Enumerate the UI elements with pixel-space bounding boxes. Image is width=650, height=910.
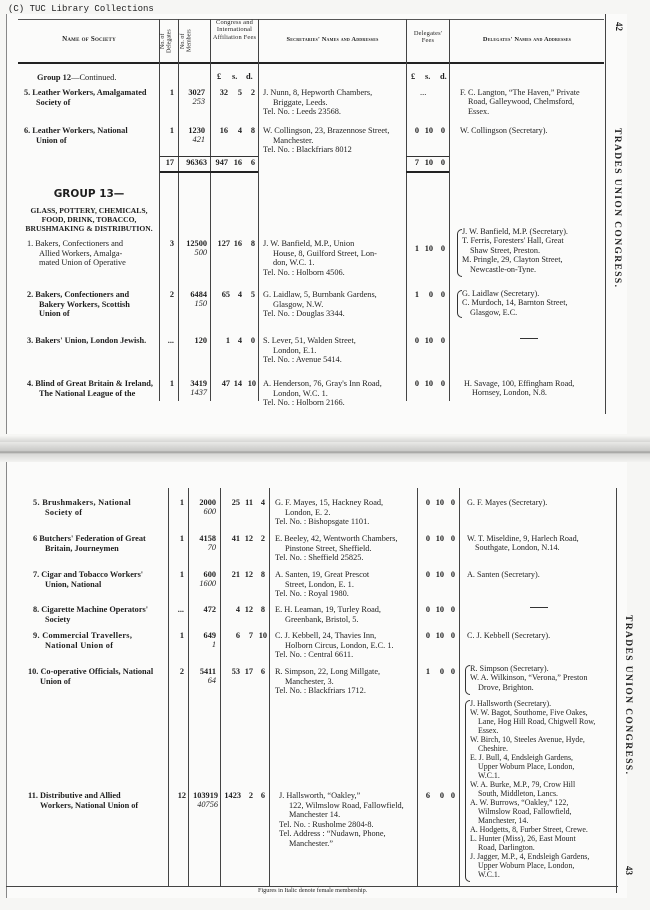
currency-s: s. [425,72,431,81]
page-fold [0,442,650,462]
delegates-list: J. W. Banfield, M.P. (Secretary). T. Ferris, Foresters' Hall, Great Shaw Street, Preston. M. Pringle, 29, Clayton Street, Newcastle-on-Tyne. [462,227,568,274]
currency-l: £ [217,72,222,81]
members-count: 600 [203,570,216,579]
fee-pence: 4 [260,498,265,507]
currency-l: £ [411,72,416,81]
society-name: 11. Distributive and Allied Workers, National Union of [28,791,139,810]
col-divider [417,488,418,886]
delegates-count: 1 [169,88,174,97]
col-divider [220,488,221,886]
delegates-count: 1 [179,534,184,543]
delegate-fee-shillings: 10 [424,336,433,345]
delegate-fee-pounds: 0 [414,336,419,345]
delegate-fee-pounds: 1 [414,244,419,253]
watermark: (C) TUC Library Collections [8,4,154,14]
col-header-delegates-names: Delegates' Names and Addresses [482,36,572,43]
total-delegate-fee-pounds: 7 [414,158,419,167]
delegate-fee-pounds: 0 [425,534,430,543]
delegates-list: W. Collingson (Secretary). [460,126,548,135]
female-members: 70 [207,543,216,552]
female-members: 64 [207,676,216,685]
delegates-list: C. J. Kebbell (Secretary). [467,631,551,640]
no-delegate-dash [520,338,538,339]
delegate-fee-shillings: 10 [435,498,444,507]
society-name: 3. Bakers' Union, London Jewish. [27,336,147,345]
footnote: Figures in Italic denote female membership. [258,887,368,894]
fee-pence: 10 [247,379,256,388]
delegates-count: 1 [169,379,174,388]
col-divider [258,19,259,401]
delegate-fee-pounds: 0 [425,631,430,640]
delegate-fee-shillings: 10 [435,605,444,614]
currency-s: s. [232,72,238,81]
secretary-address: C. J. Kebbell, 24, Thavies Inn, Holborn Circus, London, E.C. 1. Tel. No. : Central 6611. [275,631,394,660]
delegates-count: ... [177,605,184,614]
fee-pence: 0 [250,336,255,345]
fee-pounds: 1 [225,336,230,345]
secretary-address: A. Henderson, 76, Gray's Inn Road, London, W.C. 1. Tel. No. : Holborn 2166. [263,379,382,408]
fee-pence: 8 [250,239,255,248]
delegates-list: H. Savage, 100, Effingham Road, Hornsey, London, N.8. [464,379,575,398]
society-name: 6 Butchers' Federation of Great Britain, Journeymen [33,534,146,553]
col-header-members: No. of Members [180,29,193,53]
col-header-society: Name of Society [62,35,116,43]
delegates-count: 3 [169,239,174,248]
total-fee-shillings: 16 [233,158,242,167]
secretary-address: R. Simpson, 22, Long Millgate, Manchester, 3. Tel. No. : Blackfriars 1712. [275,667,381,696]
secretary-address: A. Santen, 19, Great Prescot Street, London, E. 1. Tel. No. : Royal 1980. [275,570,370,599]
delegates-list: A. Santen (Secretary). [467,570,540,579]
society-name: 10. Co-operative Officials, National Union of [28,667,154,686]
col-divider [449,19,450,401]
society-name: 5. Brushmakers, National Society of [33,498,132,517]
delegates-count: ... [167,336,174,345]
members-count: 120 [194,336,207,345]
fee-shillings: 4 [237,336,242,345]
delegate-fee-shillings: 10 [435,570,444,579]
totals-rule [160,156,258,157]
female-members: 253 [192,97,205,106]
margin-rule [616,488,617,893]
delegate-fee-shillings: 0 [439,667,444,676]
society-name: 6. Leather Workers, National Union of [24,126,128,145]
female-members: 1437 [190,388,207,397]
members-count: 103919 [193,791,218,800]
society-name: 4. Blind of Great Britain & Ireland, The National League of the [27,379,153,398]
currency-d: d. [440,72,447,81]
members-count: 3419 [190,379,207,388]
secretary-address: J. W. Banfield, M.P., Union House, 8, Guilford Street, Lon- don, W.C. 1. Tel. No. : Holborn 4506. [263,239,377,277]
total-delegate-fee-shillings: 10 [424,158,433,167]
fee-pounds: 32 [219,88,228,97]
members-count: 5411 [199,667,216,676]
delegate-fee-pence: 0 [440,290,445,299]
fee-shillings: 16 [233,239,242,248]
fee-pence: 6 [260,667,265,676]
running-title-bottom: TRADES UNION CONGRESS. [623,615,633,776]
members-count: 3027 [188,88,205,97]
fee-pence: 8 [250,126,255,135]
delegates-list: G. Laidlaw (Secretary). C. Murdoch, 14, Barnton Street, Glasgow, E.C. [462,289,568,317]
secretary-address: J. Nunn, 8, Hepworth Chambers, Briggate, Leeds. Tel. No. : Leeds 23568. [263,88,373,117]
fee-pence: 2 [250,88,255,97]
society-name: 2. Bakers, Confectioners and Bakery Workers, Scottish Union of [27,290,130,319]
delegates-list: F. C. Langton, “The Haven,” Private Road, Galleywood, Chelmsford, Essex. [460,88,580,116]
fee-pounds: 16 [219,126,228,135]
members-count: 649 [203,631,216,640]
fee-pounds: 1423 [224,791,241,800]
delegates-list: R. Simpson (Secretary). W. A. Wilkinson, “Verona,” Preston Drove, Brighton. [470,664,588,692]
delegate-fee-shillings: 0 [428,290,433,299]
margin-rule [605,14,606,414]
fee-shillings: 2 [248,791,253,800]
total-delegates: 17 [165,158,174,167]
fee-shillings: 4 [237,290,242,299]
page-number-top: 42 [614,22,624,31]
group-12-heading [37,73,116,83]
currency-d: d. [246,72,253,81]
fee-shillings: 4 [237,126,242,135]
delegates-list: J. Hallsworth (Secretary). W. W. Bagot, Southome, Five Oakes, Lane, Hog Hill Road, Chigwell Row, Essex. W. Birch, 10, Steeles Avenue, Hyde, Cheshire. E. J. Bull, 4, Endsleigh Gardens, Upper Woburn Place, London, W.C.1. W. A. Burke, M.P., 79, Crow Hill South, Middleton, Lancs. A. W. Burrows, “Oakley,” 122, Wilmslow Road, Fallowfield, Manchester, 14. A. Hodgetts, 8, Furber Street, Crewe. L. Hunter (Miss), 26, East Mount Road, Darlington. J. Jagger, M.P., 4, Endsleigh Gardens, Upper Woburn Place, London, W.C.1. [470,699,596,879]
fee-pounds: 41 [231,534,240,543]
col-divider [406,19,407,401]
secretary-address: G. Laidlaw, 5, Burnbank Gardens, Glasgow, N.W. Tel. No. : Douglas 3344. [263,290,377,319]
delegate-fee-pence: 0 [450,605,455,614]
fee-pence: 2 [260,534,265,543]
fee-pounds: 127 [217,239,230,248]
female-members: 600 [203,507,216,516]
totals-double-rule [406,171,449,173]
female-members: 1600 [199,579,216,588]
no-delegate-dash [530,607,548,608]
delegate-fee-pence: 0 [450,534,455,543]
col-divider [459,488,460,886]
delegate-fee-pence: 0 [440,336,445,345]
delegates-list: G. F. Mayes (Secretary). [467,498,548,507]
delegate-fee: ... [420,88,427,97]
fee-shillings: 12 [244,570,253,579]
delegate-fee-shillings: 10 [435,534,444,543]
delegates-list: W. T. Miseldine, 9, Harlech Road, Southgate, London, N.14. [467,534,579,553]
col-header-delegates-fees: Delegates' Fees [413,30,443,45]
fee-pounds: 4 [235,605,240,614]
delegate-fee-shillings: 0 [439,791,444,800]
fee-pounds: 53 [231,667,240,676]
col-header-secretaries: Secretaries' Names and Addresses [286,36,379,43]
delegate-fee-pence: 0 [450,498,455,507]
members-count: 472 [203,605,216,614]
header-top-rule [18,19,604,20]
delegates-count: 1 [179,570,184,579]
secretary-address: E. H. Leaman, 19, Turley Road, Greenbank, Bristol, 5. [275,605,382,624]
female-members: 1 [211,640,216,649]
female-members: 40756 [197,800,218,809]
delegate-fee-shillings: 10 [424,244,433,253]
members-count: 6484 [190,290,207,299]
delegates-count: 1 [169,126,174,135]
delegate-fee-pence: 0 [440,244,445,253]
totals-double-rule [160,171,258,173]
total-delegate-fee-pence: 0 [440,158,445,167]
secretary-address: W. Collingson, 23, Brazennose Street, Manchester. Tel. No. : Blackfriars 8012 [263,126,390,155]
delegate-fee-pounds: 0 [414,126,419,135]
col-divider [188,488,189,886]
delegate-fee-pence: 0 [450,667,455,676]
delegate-fee-pence: 0 [450,570,455,579]
col-header-fees: Congress and International Affiliation Fees [212,19,257,41]
delegates-count: 1 [179,498,184,507]
total-members: 96363 [186,158,207,167]
fee-pounds: 65 [221,290,230,299]
secretary-address: S. Lever, 51, Walden Street, London, E.1. Tel. No. : Avenue 5414. [263,336,356,365]
page-number-bottom: 43 [624,866,634,875]
group-13-subtitle: GLASS, POTTERY, CHEMICALS, FOOD, DRINK, TOBACCO, BRUSHMAKING & DISTRIBUTION. [25,206,153,233]
delegate-fee-pounds: 1 [425,667,430,676]
delegate-fee-pounds: 6 [425,791,430,800]
totals-rule [406,156,449,157]
delegate-fee-pence: 0 [450,791,455,800]
members-count: 1230 [188,126,205,135]
fee-pounds: 47 [221,379,230,388]
members-count: 12500 [186,239,207,248]
col-divider [168,488,169,886]
society-name: 9. Commercial Travellers, National Union of [33,631,133,650]
members-count: 4158 [199,534,216,543]
fee-shillings: 7 [248,631,253,640]
fee-pounds: 6 [235,631,240,640]
group-12-suffix: —Continued. [71,73,117,82]
delegate-fee-pounds: 1 [414,290,419,299]
delegate-fee-shillings: 10 [424,126,433,135]
delegate-fee-shillings: 10 [435,631,444,640]
delegates-count: 2 [179,667,184,676]
fee-pence: 10 [258,631,267,640]
delegates-count: 1 [179,631,184,640]
delegate-fee-pence: 0 [440,379,445,388]
delegate-fee-pounds: 0 [414,379,419,388]
fee-shillings: 12 [244,534,253,543]
female-members: 421 [192,135,205,144]
fee-shillings: 17 [244,667,253,676]
col-divider [210,19,211,401]
fee-pence: 5 [250,290,255,299]
delegates-count: 2 [169,290,174,299]
society-name: 1. Bakers, Confectioners and Allied Workers, Amalga- mated Union of Operative [27,239,126,268]
header-bottom-rule [18,62,604,64]
society-name: 7. Cigar and Tobacco Workers' Union, National [33,570,144,589]
col-header-delegates: No. of Delegates [160,29,173,53]
group-12-title: Group 12 [37,73,72,82]
fee-shillings: 14 [233,379,242,388]
secretary-address: E. Beeley, 42, Wentworth Chambers, Pinstone Street, Sheffield. Tel. No. : Sheffield 25825. [275,534,398,563]
group-13-title: GROUP 13— [53,188,125,200]
fee-pence: 8 [260,605,265,614]
society-name: 8. Cigarette Machine Operators' Society [33,605,149,624]
delegate-fee-pounds: 0 [425,570,430,579]
total-fee-pence: 6 [250,158,255,167]
col-divider [269,488,270,886]
fee-shillings: 11 [245,498,253,507]
col-divider [178,19,179,401]
delegate-fee-pence: 0 [440,126,445,135]
members-count: 2000 [199,498,216,507]
delegate-fee-shillings: 10 [424,379,433,388]
fee-pounds: 21 [231,570,240,579]
delegate-fee-pounds: 0 [425,605,430,614]
secretary-address: J. Hallsworth, “Oakley,” 122, Wilmslow Road, Fallowfield, Manchester 14. Tel. No. : Rusholme 2804-8. Tel. Address : “Nudawn, Phone, Manchester.” [279,791,404,848]
fee-pounds: 25 [231,498,240,507]
female-members: 500 [194,248,207,257]
total-fee-pounds: 947 [215,158,228,167]
fee-pence: 8 [260,570,265,579]
female-members: 150 [194,299,207,308]
society-name: 5. Leather Workers, Amalgamated Society of [24,88,147,107]
delegate-fee-pounds: 0 [425,498,430,507]
fee-pence: 6 [260,791,265,800]
delegate-fee-pence: 0 [450,631,455,640]
fee-shillings: 12 [244,605,253,614]
secretary-address: G. F. Mayes, 15, Hackney Road, London, E. 2. Tel. No. : Bishopsgate 1101. [275,498,384,527]
running-title-top: TRADES UNION CONGRESS. [612,128,622,289]
delegates-count: 12 [177,791,186,800]
fee-shillings: 5 [237,88,242,97]
